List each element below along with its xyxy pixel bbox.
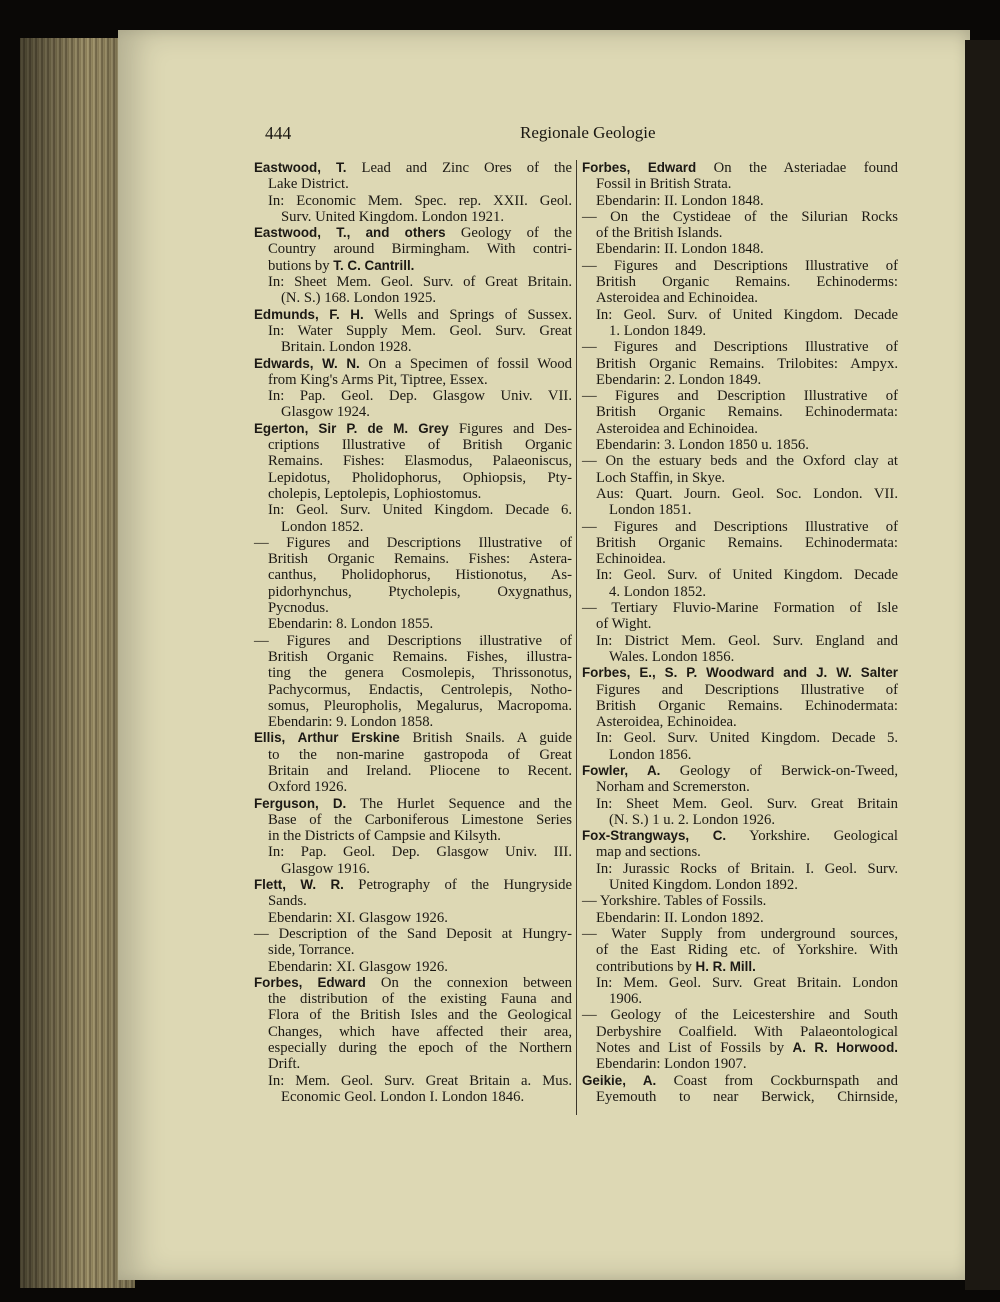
entry-text: Ebendarin: 2. London 1849.: [596, 371, 762, 388]
entry-text: London 1856.: [609, 746, 692, 763]
entry-text: Echinoidea.: [596, 551, 666, 568]
entry-text: Coast from Cockburnspath and: [656, 1072, 898, 1089]
entry-text: Loch Staffin, in Skye.: [596, 469, 726, 486]
bibliography-entry: [254, 730, 572, 795]
entry-line: [582, 339, 898, 355]
entry-text: criptions Illustrative of British Organic: [268, 437, 572, 454]
entry-text: — Geology of the Leicestershire and South: [582, 1007, 898, 1024]
entry-line: [254, 763, 572, 779]
entry-line: [254, 1056, 572, 1072]
entry-text: somus, Pleuropholis, Megalurus, Macropoma.: [268, 697, 572, 714]
entry-text: London 1852.: [281, 518, 364, 535]
entry-line: [582, 844, 898, 860]
running-title: Regionale Geologie: [520, 123, 656, 142]
bibliography-entry: [582, 926, 898, 1007]
entry-line: [254, 567, 572, 583]
entry-text: map and sections.: [596, 844, 701, 861]
entry-text: Eyemouth to near Berwick, Chirnside,: [596, 1088, 898, 1105]
entry-line: [582, 486, 898, 502]
entry-line: [254, 959, 572, 975]
bibliography-entry: [582, 160, 898, 209]
entry-line: [254, 633, 572, 649]
entry-line: [582, 926, 898, 942]
entry-line: [582, 453, 898, 469]
entry-line: [254, 665, 572, 681]
entry-text: Glasgow 1924.: [281, 404, 370, 421]
entry-line: [254, 893, 572, 909]
entry-line: [254, 176, 572, 192]
entry-line: [254, 877, 572, 893]
entry-line: [582, 1007, 898, 1023]
entry-line: [582, 763, 898, 779]
entry-text: Sands.: [268, 893, 307, 910]
bibliography-entry: [582, 339, 898, 388]
bibliography-entry: [254, 975, 572, 1105]
entry-line: [582, 861, 898, 877]
entry-line: [254, 209, 572, 225]
entry-text: Ebendarin: 3. London 1850 u. 1856.: [596, 437, 809, 454]
entry-line: [582, 356, 898, 372]
entry-line: [254, 600, 572, 616]
entry-text: — Figures and Descriptions Illustrative of: [254, 534, 572, 551]
entry-text: Changes, which have affected their area,: [268, 1023, 572, 1040]
entry-line: [582, 241, 898, 257]
entry-line: [582, 502, 898, 518]
entry-text: Norham and Scremerston.: [596, 779, 750, 796]
entry-line: [582, 616, 898, 632]
entry-line: [582, 975, 898, 991]
entry-line: [582, 698, 898, 714]
author-name: Ferguson, D.: [254, 795, 347, 811]
entry-text: In: Water Supply Mem. Geol. Surv. Great: [268, 322, 572, 339]
entry-line: [254, 1040, 572, 1056]
entry-text: — Yorkshire. Tables of Fossils.: [582, 893, 767, 910]
bibliography-entry: [582, 1007, 898, 1072]
entry-line: [582, 828, 898, 844]
entry-line: [582, 1040, 898, 1056]
entry-text: — On the estuary beds and the Oxford clay at: [582, 453, 898, 470]
author-name: Ellis, Arthur Erskine: [254, 730, 400, 746]
author-name: Edmunds, F. H.: [254, 306, 364, 322]
entry-text: Ebendarin: 8. London 1855.: [268, 616, 434, 633]
entry-text: Notes and List of Fossils by: [596, 1040, 793, 1057]
entry-text: On the Asteriadae found: [696, 160, 898, 176]
entry-text: of the British Islands.: [596, 225, 723, 242]
entry-line: [254, 942, 572, 958]
bibliography-entry: [582, 519, 898, 600]
entry-line: [254, 779, 572, 795]
entry-text: In: Jurassic Rocks of Britain. I. Geol. Surv.: [596, 860, 898, 877]
entry-text: In: Pap. Geol. Dep. Glasgow Univ. VII.: [268, 388, 572, 405]
entry-text: — Description of the Sand Deposit at Hungry-: [254, 925, 572, 942]
entry-text: — Figures and Descriptions illustrative of: [254, 632, 572, 649]
entry-text: Ebendarin: XI. Glasgow 1926.: [268, 909, 448, 926]
entry-text: Asteroidea and Echinoidea.: [596, 420, 758, 437]
entry-text: London 1851.: [609, 502, 692, 519]
bibliography-entry: [254, 535, 572, 633]
entry-text: of the East Riding etc. of Yorkshire. With: [596, 942, 898, 959]
entry-text: side, Torrance.: [268, 942, 355, 959]
contributor-name: H. R. Mill.: [695, 958, 756, 974]
entry-line: [582, 404, 898, 420]
entry-line: [254, 470, 572, 486]
entry-line: [254, 421, 572, 437]
bibliography-entry: [254, 877, 572, 926]
entry-line: [254, 453, 572, 469]
entry-line: [582, 519, 898, 535]
entry-text: Flora of the British Isles and the Geological: [268, 1007, 572, 1024]
entry-line: [582, 160, 898, 176]
entry-text: Geology of Berwick-on-Tweed,: [660, 762, 899, 779]
entry-line: [254, 1089, 572, 1105]
entry-line: [582, 551, 898, 567]
entry-text: Asteroidea and Echinoidea.: [596, 290, 758, 307]
entry-text: 4. London 1852.: [609, 583, 707, 600]
entry-text: Figures and Des-: [448, 420, 572, 437]
entry-text: in the Districts of Campsie and Kilsyth.: [268, 828, 501, 845]
entry-line: [254, 926, 572, 942]
bibliography-entry: [582, 665, 898, 763]
entry-line: [254, 519, 572, 535]
entry-text: especially during the epoch of the Northern: [268, 1040, 572, 1057]
entry-text: butions by: [268, 257, 334, 274]
entry-line: [254, 649, 572, 665]
entry-line: [254, 616, 572, 632]
entry-line: [254, 551, 572, 567]
entry-text: In: Sheet Mem. Geol. Surv. Great Britain: [596, 795, 898, 812]
author-name: Geikie, A.: [582, 1072, 657, 1088]
book-right-edge: [965, 40, 1000, 1290]
entry-text: Pycnodus.: [268, 600, 329, 617]
entry-line: [254, 747, 572, 763]
author-name: Forbes, Edward: [582, 160, 697, 175]
entry-text: Oxford 1926.: [268, 779, 348, 796]
entry-text: In: District Mem. Geol. Surv. England and: [596, 632, 898, 649]
entry-line: [582, 307, 898, 323]
entry-text: Drift.: [268, 1056, 301, 1073]
entry-line: [254, 1073, 572, 1089]
entry-text: the distribution of the existing Fauna and: [268, 991, 572, 1008]
bibliography-entry: [254, 160, 572, 225]
entry-line: [254, 975, 572, 991]
entry-text: Economic Geol. London I. London 1846.: [281, 1088, 525, 1105]
entry-line: [582, 209, 898, 225]
entry-text: Figures and Descriptions Illustrative of: [596, 681, 898, 698]
entry-text: — On the Cystideae of the Silurian Rocks: [582, 208, 898, 225]
entry-line: [582, 176, 898, 192]
entry-text: British Organic Remains. Echinodermata:: [596, 697, 898, 714]
entry-text: Wells and Springs of Sussex.: [363, 306, 572, 323]
entry-line: [254, 307, 572, 323]
entry-text: Petrography of the Hungryside: [343, 877, 573, 894]
author-name: Forbes, E., S. P. Woodward and J. W. Salter: [582, 665, 898, 681]
entry-text: Ebendarin: 9. London 1858.: [268, 714, 434, 731]
entry-text: ting the genera Cosmolepis, Thrissonotus,: [268, 665, 572, 682]
contributor-name: A. R. Horwood.: [792, 1040, 898, 1056]
entry-line: [582, 1024, 898, 1040]
entry-line: [582, 714, 898, 730]
entry-text: In: Sheet Mem. Geol. Surv. of Great Britain.: [268, 274, 572, 291]
entry-line: [254, 290, 572, 306]
entry-text: The Hurlet Sequence and the: [346, 795, 572, 812]
entry-text: United Kingdom. London 1892.: [609, 877, 798, 894]
bibliography-entry: [254, 225, 572, 306]
contributor-name: T. C. Cantrill.: [333, 257, 415, 273]
entry-line: [254, 991, 572, 1007]
entry-line: [582, 649, 898, 665]
entry-line: [254, 356, 572, 372]
left-column: [254, 160, 572, 1105]
entry-text: cholepis, Leptolepis, Lophiostomus.: [268, 485, 482, 502]
entry-text: Asteroidea, Echinoidea.: [596, 714, 737, 731]
entry-text: Ebendarin: London 1907.: [596, 1056, 747, 1073]
entry-line: [582, 535, 898, 551]
entry-line: [254, 258, 572, 274]
entry-line: [582, 1073, 898, 1089]
entry-text: British Organic Remains. Echinodermata:: [596, 404, 898, 421]
entry-text: Surv. United Kingdom. London 1921.: [281, 208, 505, 225]
entry-text: canthus, Pholidophorus, Histionotus, As-: [268, 567, 572, 584]
entry-text: Derbyshire Coalfield. With Palaeontological: [596, 1023, 898, 1040]
entry-line: [254, 698, 572, 714]
entry-line: [582, 747, 898, 763]
entry-line: [254, 714, 572, 730]
entry-text: British Organic Remains. Fishes: Astera-: [268, 551, 572, 568]
entry-text: to the non-marine gastropoda of Great: [268, 746, 572, 763]
entry-text: pidorhynchus, Ptycholepis, Oxygnathus,: [268, 583, 572, 600]
bibliography-entry: [254, 633, 572, 731]
entry-text: Ebendarin: II. London 1848.: [596, 241, 764, 258]
entry-line: [254, 730, 572, 746]
entry-text: Base of the Carboniferous Limestone Series: [268, 811, 572, 828]
entry-text: In: Geol. Surv. of United Kingdom. Decade: [596, 306, 898, 323]
entry-text: 1. London 1849.: [609, 322, 707, 339]
entry-line: [254, 274, 572, 290]
entry-text: 1906.: [609, 991, 643, 1008]
entry-line: [582, 290, 898, 306]
entry-text: On a Specimen of fossil Wood: [359, 355, 573, 372]
author-name: Egerton, Sir P. de M. Grey: [254, 420, 449, 436]
entry-text: British Organic Remains. Echinoderms:: [596, 274, 898, 291]
entry-line: [254, 160, 572, 176]
entry-line: [582, 437, 898, 453]
entry-text: In: Economic Mem. Spec. rep. XXII. Geol.: [268, 192, 572, 209]
bibliography-entry: [254, 796, 572, 877]
entry-line: [582, 959, 898, 975]
entry-line: [582, 388, 898, 404]
entry-line: [582, 877, 898, 893]
entry-text: — Figures and Description Illustrative of: [582, 388, 898, 405]
entry-text: Aus: Quart. Journ. Geol. Soc. London. VII.: [596, 485, 898, 502]
entry-line: [254, 812, 572, 828]
entry-line: [582, 600, 898, 616]
entry-line: [254, 437, 572, 453]
entry-line: [254, 486, 572, 502]
entry-text: Ebendarin: XI. Glasgow 1926.: [268, 958, 448, 975]
bibliography-entry: [582, 763, 898, 828]
entry-line: [254, 193, 572, 209]
entry-text: Lepidotus, Pholidophorus, Ophiopsis, Pty-: [268, 469, 572, 486]
entry-line: [582, 274, 898, 290]
entry-line: [582, 470, 898, 486]
entry-line: [582, 421, 898, 437]
entry-text: — Tertiary Fluvio-Marine Formation of Isle: [582, 600, 898, 617]
entry-line: [254, 1024, 572, 1040]
entry-line: [582, 730, 898, 746]
author-name: Fox-Strangways, C.: [582, 828, 727, 844]
bibliography-entry: [254, 926, 572, 975]
entry-text: Yorkshire. Geological: [726, 828, 899, 845]
entry-text: Wales. London 1856.: [609, 648, 735, 665]
entry-line: [582, 225, 898, 241]
entry-line: [582, 893, 898, 909]
page-number: 444: [265, 123, 292, 143]
entry-text: of Wight.: [596, 616, 652, 633]
entry-text: On the connexion between: [365, 974, 572, 991]
entry-line: [582, 1056, 898, 1072]
entry-text: In: Geol. Surv. United Kingdom. Decade 6.: [268, 502, 572, 519]
entry-text: In: Pap. Geol. Dep. Glasgow Univ. III.: [268, 844, 572, 861]
bibliography-entry: [254, 307, 572, 356]
entry-line: [582, 584, 898, 600]
entry-text: Fossil in British Strata.: [596, 176, 732, 193]
entry-line: [582, 567, 898, 583]
column-divider: [576, 160, 577, 1115]
entry-text: (N. S.) 168. London 1925.: [281, 290, 437, 307]
bibliography-entry: [582, 600, 898, 665]
bibliography-entry: [582, 1073, 898, 1106]
entry-line: [582, 1089, 898, 1105]
author-name: Eastwood, T.: [254, 160, 347, 175]
entry-text: — Figures and Descriptions Illustrative of: [582, 257, 898, 274]
entry-line: [254, 339, 572, 355]
entry-text: Ebendarin: II. London 1892.: [596, 909, 764, 926]
entry-text: — Water Supply from underground sources,: [582, 925, 898, 942]
entry-text: British Organic Remains. Fishes, illustra-: [268, 648, 572, 665]
bibliography-entry: [582, 893, 898, 926]
author-name: Flett, W. R.: [254, 877, 344, 893]
entry-line: [254, 1007, 572, 1023]
author-name: Fowler, A.: [582, 762, 661, 778]
entry-text: In: Mem. Geol. Surv. Great Britain. London: [596, 974, 898, 991]
entry-line: [582, 942, 898, 958]
author-name: Edwards, W. N.: [254, 355, 360, 371]
entry-text: Country around Birmingham. With contri-: [268, 241, 572, 258]
entry-text: Britain and Ireland. Pliocene to Recent.: [268, 762, 572, 779]
entry-line: [254, 502, 572, 518]
entry-text: contributions by: [596, 958, 696, 975]
entry-line: [254, 241, 572, 257]
bibliography-entry: [254, 421, 572, 535]
entry-line: [582, 665, 898, 681]
entry-line: [254, 861, 572, 877]
bibliography-entry: [254, 356, 572, 421]
entry-text: Ebendarin: II. London 1848.: [596, 192, 764, 209]
entry-line: [254, 682, 572, 698]
entry-line: [254, 535, 572, 551]
bibliography-entry: [582, 209, 898, 258]
entry-line: [254, 844, 572, 860]
entry-line: [254, 796, 572, 812]
entry-text: British Organic Remains. Echinodermata:: [596, 534, 898, 551]
bibliography-entry: [582, 388, 898, 453]
entry-line: [254, 388, 572, 404]
bibliography-entry: [582, 453, 898, 518]
entry-line: [582, 812, 898, 828]
entry-line: [582, 372, 898, 388]
entry-text: (N. S.) 1 u. 2. London 1926.: [609, 811, 776, 828]
entry-text: Lake District.: [268, 176, 349, 193]
entry-line: [254, 584, 572, 600]
entry-line: [254, 828, 572, 844]
entry-text: Pachycormus, Endactis, Centrolepis, Notho-: [268, 681, 572, 698]
bibliography-entry: [582, 828, 898, 893]
entry-text: British Snails. A guide: [399, 730, 573, 747]
entry-line: [254, 404, 572, 420]
entry-line: [582, 193, 898, 209]
entry-text: Geology of the: [445, 225, 572, 242]
bibliography-entry: [582, 258, 898, 339]
entry-line: [582, 633, 898, 649]
entry-text: In: Geol. Surv. United Kingdom. Decade 5.: [596, 730, 898, 747]
entry-line: [254, 323, 572, 339]
entry-text: from King's Arms Pit, Tiptree, Essex.: [268, 371, 488, 388]
entry-line: [254, 910, 572, 926]
entry-text: British Organic Remains. Trilobites: Ampyx.: [596, 355, 898, 372]
entry-text: Remains. Fishes: Elasmodus, Palaeoniscus,: [268, 453, 572, 470]
entry-line: [582, 910, 898, 926]
entry-line: [582, 258, 898, 274]
right-column: [582, 160, 898, 1105]
entry-text: Lead and Zinc Ores of the: [346, 160, 572, 176]
entry-text: — Figures and Descriptions Illustrative of: [582, 518, 898, 535]
entry-text: In: Mem. Geol. Surv. Great Britain a. Mus.: [268, 1072, 572, 1089]
entry-line: [254, 225, 572, 241]
entry-text: Glasgow 1916.: [281, 860, 370, 877]
entry-line: [254, 372, 572, 388]
entry-line: [582, 682, 898, 698]
entry-line: [582, 323, 898, 339]
entry-text: In: Geol. Surv. of United Kingdom. Decade: [596, 567, 898, 584]
entry-line: [582, 796, 898, 812]
entry-line: [582, 779, 898, 795]
author-name: Forbes, Edward: [254, 974, 366, 990]
entry-line: [582, 991, 898, 1007]
entry-text: — Figures and Descriptions Illustrative of: [582, 339, 898, 356]
entry-text: Britain. London 1928.: [281, 339, 412, 356]
author-name: Eastwood, T., and others: [254, 225, 446, 241]
